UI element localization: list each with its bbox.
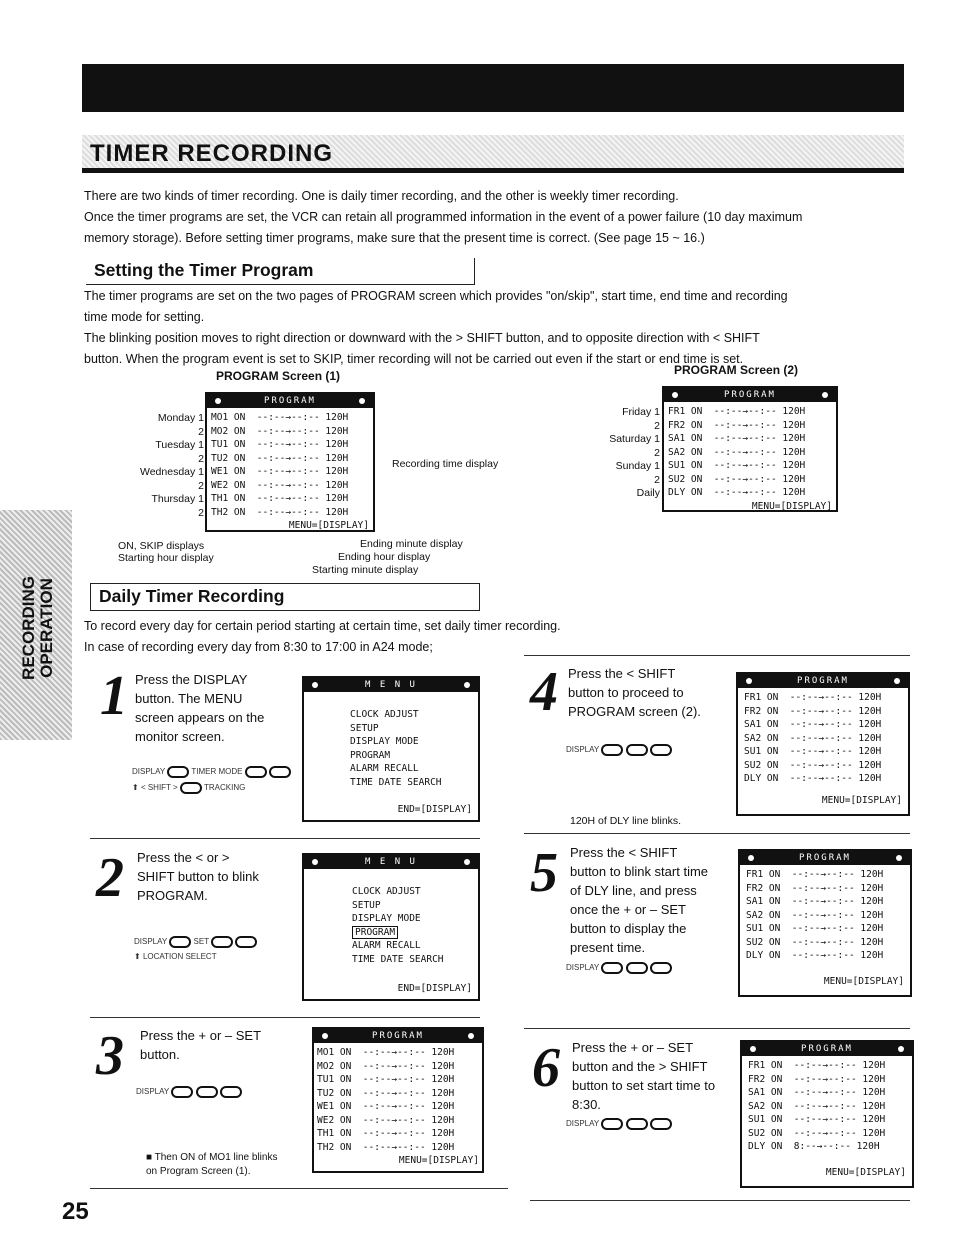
step-number-1: 1: [100, 665, 128, 727]
step-3-note: ■ Then ON of MO1 line blinks on Program Screen (1).: [146, 1152, 278, 1177]
setting-text: The timer programs are set on the two pages of PROGRAM screen which provides "on/skip", start time, end time and recording time mode for setting. The blinking position moves to right direction or downward with the > SHIFT button, and to opposite direction with < SHIFT button. When the program event is set to SKIP, timer recording will not be carried out even if the start or end time is set.: [84, 289, 788, 366]
callout-ending-hour: Ending hour display: [338, 551, 431, 563]
step-2-text: Press the < or > SHIFT button to blink PROGRAM.: [137, 850, 259, 903]
callout-on-skip: ON, SKIP displays: [118, 540, 205, 552]
step-number-5: 5: [530, 842, 558, 904]
step-number-3: 3: [96, 1025, 124, 1087]
program-screen-step-5: PROGRAM FR1 ON --:--→--:-- 120H FR2 ON --:--→--:-- 120H SA1 ON --:--→--:-- 120H SA2 ON --:--→--:-- 120H SU1 ON --:--→--:-- 120H SU2 ON --:--→--:-- 120H DLY ON --:--→--:-- 120H MENU=[DISPLAY]: [738, 849, 912, 997]
callout-starting-hour: Starting hour display: [118, 552, 214, 564]
remote-buttons-step-6: DISPLAY: [566, 1118, 672, 1130]
page-number: 25: [62, 1198, 89, 1225]
top-black-bar: [82, 64, 904, 112]
step-1-text: Press the DISPLAY button. The MENU screen appears on the monitor screen.: [135, 672, 265, 744]
step-number-2: 2: [96, 847, 124, 909]
remote-buttons-step-4: DISPLAY: [566, 744, 672, 756]
program-screen-step-6: PROGRAM FR1 ON --:--→--:-- 120H FR2 ON --:--→--:-- 120H SA1 ON --:--→--:-- 120H SA2 ON --:--→--:-- 120H SU1 ON --:--→--:-- 120H SU2 ON --:--→--:-- 120H DLY ON 8:--→--:-- 120H MENU=[DISPLAY]: [740, 1040, 914, 1188]
step-4-note: 120H of DLY line blinks.: [570, 815, 682, 827]
divider: [524, 1028, 910, 1029]
divider: [90, 1188, 508, 1189]
program-screen-2: PROGRAM FR1 ON --:--→--:-- 120H FR2 ON --:--→--:-- 120H SA1 ON --:--→--:-- 120H SA2 ON --:--→--:-- 120H SU1 ON --:--→--:-- 120H SU2 ON --:--→--:-- 120H DLY ON --:--→--:-- 120H MENU=[DISPLAY]: [662, 386, 838, 512]
step-5-text: Press the < SHIFT button to blink start time of DLY line, and press once the + or – SET button to display the present time.: [570, 845, 709, 955]
remote-buttons-step-2: DISPLAY SET ⬆ LOCATION SELECT: [134, 936, 257, 961]
remote-buttons-step-3: DISPLAY: [136, 1086, 242, 1098]
program-screen-step-4: PROGRAM FR1 ON --:--→--:-- 120H FR2 ON --:--→--:-- 120H SA1 ON --:--→--:-- 120H SA2 ON --:--→--:-- 120H SU1 ON --:--→--:-- 120H SU2 ON --:--→--:-- 120H DLY ON --:--→--:-- 120H MENU=[DISPLAY]: [736, 672, 910, 816]
step-number-6: 6: [532, 1037, 560, 1099]
screen1-caption: PROGRAM Screen (1): [216, 369, 341, 383]
section-heading-setting: Setting the Timer Program: [86, 258, 475, 285]
step-3-text: Press the + or – SET button.: [140, 1028, 262, 1062]
program-screen-1: PROGRAM MO1 ON --:--→--:-- 120H MO2 ON --:--→--:-- 120H TU1 ON --:--→--:-- 120H TU2 ON --:--→--:-- 120H WE1 ON --:--→--:-- 120H WE2 ON --:--→--:-- 120H TH1 ON --:--→--:-- 120H TH2 ON --:--→--:-- 120H MENU=[DISPLAY]: [205, 392, 375, 532]
menu-screen-step-2: M E N U CLOCK ADJUST SETUP DISPLAY MODE PROGRAM ALARM RECALL TIME DATE SEARCH END=[DISPLAY]: [302, 853, 480, 1001]
screen2-day-labels: Friday 1 2 Saturday 1 2 Sunday 1 2 Daily: [609, 406, 660, 499]
callout-ending-minute: Ending minute display: [360, 538, 463, 550]
remote-buttons-step-1: DISPLAY TIMER MODE ⬆ < SHIFT > TRACKING: [132, 766, 291, 794]
callout-starting-minute: Starting minute display: [312, 564, 419, 576]
page-title: TIMER RECORDING: [90, 140, 333, 167]
menu-screen-step-1: M E N U CLOCK ADJUST SETUP DISPLAY MODE PROGRAM ALARM RECALL TIME DATE SEARCH END=[DISPLAY]: [302, 676, 480, 822]
section-heading-daily: Daily Timer Recording: [90, 583, 480, 611]
screen1-day-labels: Monday 1 2 Tuesday 1 2 Wednesday 1 2 Thursday 1 2: [139, 412, 204, 519]
divider: [90, 1017, 480, 1018]
screen2-caption: PROGRAM Screen (2): [674, 363, 799, 377]
step-6-text: Press the + or – SET button and the > SHIFT button to set start time to 8:30.: [572, 1040, 716, 1112]
divider: [524, 833, 910, 834]
daily-text: To record every day for certain period starting at certain time, set daily timer recording. In case of recording every day from 8:30 to 17:00 in A24 mode;: [84, 619, 561, 654]
intro-text: There are two kinds of timer recording. One is daily timer recording, and the other is weekly timer recording. Once the timer programs are set, the VCR can retain all programmed information in the event of a power failure (10 day maximum memory storage). Before setting timer programs, make sure that the present time is correct. (See page 15 ~ 16.): [84, 189, 803, 245]
callout-recording-time: Recording time display: [392, 458, 499, 470]
remote-buttons-step-5: DISPLAY: [566, 962, 672, 974]
divider: [90, 838, 480, 839]
divider: [524, 655, 910, 656]
step-number-4: 4: [530, 661, 558, 723]
program-screen-step-3: PROGRAM MO1 ON --:--→--:-- 120H MO2 ON --:--→--:-- 120H TU1 ON --:--→--:-- 120H TU2 ON --:--→--:-- 120H WE1 ON --:--→--:-- 120H WE2 ON --:--→--:-- 120H TH1 ON --:--→--:-- 120H TH2 ON --:--→--:-- 120H MENU=[DISPLAY]: [312, 1027, 484, 1173]
divider: [530, 1200, 910, 1201]
step-4-text: Press the < SHIFT button to proceed to PROGRAM screen (2).: [568, 666, 701, 719]
side-tab-label: RECORDING OPERATION: [19, 576, 56, 680]
